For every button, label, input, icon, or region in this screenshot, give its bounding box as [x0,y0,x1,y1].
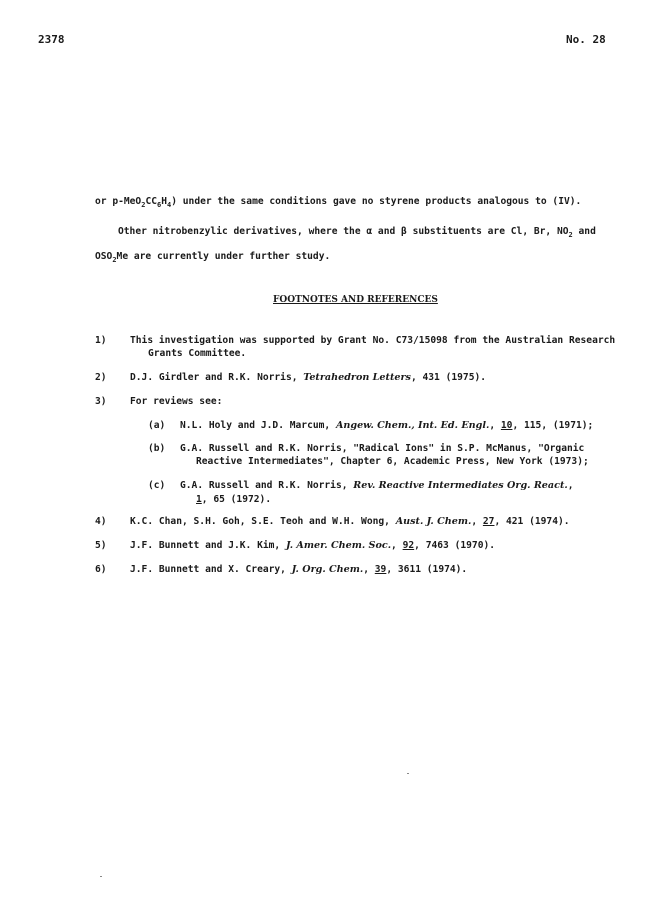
reference-citation: , [489,420,501,431]
journal-title: Tetrahedron Letters [303,372,411,383]
journal-title: Aust. J. Chem. [395,516,472,527]
reference-number: 3) [95,396,107,407]
reference-citation: , 3611 (1974). [386,564,468,575]
reference-text: For reviews see: [130,396,223,407]
reference-authors: J.F. Bunnett and X. Creary, [130,564,292,575]
issue-number: No. 28 [566,33,606,46]
body-line-2 [118,226,596,238]
reference-6 [95,564,467,576]
reference-text: This investigation was supported by Grant No. C73/15098 from the Australian Research [130,335,616,346]
reference-citation: , [471,516,483,527]
reference-authors: D.J. Girdler and R.K. Norris, [130,372,304,383]
scan-speck [407,773,409,774]
reference-text: Reactive Intermediates", Chapter 6, Academic Press, New York (1973); [196,456,589,467]
body-text: or p-MeO [95,196,142,207]
reference-number: 6) [95,564,107,575]
reference-text: G.A. Russell and R.K. Norris, "Radical Ions" in S.P. McManus, "Organic [180,443,585,454]
reference-authors: K.C. Chan, S.H. Goh, S.E. Teoh and W.H. Wong, [130,516,396,527]
body-text: CC [145,196,157,207]
reference-citation: , 7463 (1970). [414,540,496,551]
reference-4 [95,516,570,528]
subreference-c-line2 [196,494,271,506]
reference-citation: , 431 (1975). [410,372,487,383]
reference-2 [95,372,486,384]
volume-number: 39 [374,564,387,575]
body-line-1 [95,196,581,208]
subscript: 4 [167,201,172,209]
body-line-3 [95,251,330,263]
subreference-c-line1 [180,480,574,492]
reference-citation: , [567,480,574,491]
body-text: Other nitrobenzylic derivatives, where the α and β substituents are Cl, Br, NO [118,226,569,237]
reference-citation: , 115, (1971); [512,420,594,431]
reference-number: 2) [95,372,107,383]
subscript: 6 [157,201,162,209]
journal-title: Rev. Reactive Intermediates Org. React. [353,480,568,491]
reference-citation: , [363,564,375,575]
reference-authors: J.F. Bunnett and J.K. Kim, [130,540,286,551]
reference-citation: , 65 (1972). [201,494,272,505]
body-text: Me are currently under further study. [116,251,331,262]
body-text: ) under the same conditions gave no styrene products analogous to (IV). [171,196,582,207]
body-text: H [161,196,167,207]
reference-citation: , 421 (1974). [494,516,570,527]
reference-citation: , [391,540,403,551]
volume-number: 10 [500,420,513,431]
reference-authors: N.L. Holy and J.D. Marcum, [180,420,336,431]
body-text: OSO [95,251,113,262]
subscript: 2 [112,256,117,264]
subscript: 2 [141,201,146,209]
volume-number: 1 [196,494,202,505]
reference-number: 5) [95,540,107,551]
reference-5 [95,540,495,552]
volume-number: 92 [402,540,415,551]
reference-authors: G.A. Russell and R.K. Norris, [180,480,354,491]
body-text: and [572,226,596,237]
subreference-a [148,420,593,432]
subreference-label: (c) [148,480,166,491]
reference-text: Grants Committee. [148,348,247,359]
page-number: 2378 [38,33,65,46]
journal-title: J. Amer. Chem. Soc. [285,540,392,551]
reference-number: 4) [95,516,107,527]
journal-title: J. Org. Chem. [291,564,364,575]
reference-number: 1) [95,335,107,346]
subreference-label: (a) [148,420,166,431]
journal-title: Angew. Chem., Int. Ed. Engl. [335,420,490,431]
scan-speck [100,876,102,877]
subreference-label: (b) [148,443,166,454]
volume-number: 27 [482,516,495,527]
subscript: 2 [568,231,573,239]
reference-3 [95,396,222,408]
section-title: FOOTNOTES AND REFERENCES [273,295,438,305]
